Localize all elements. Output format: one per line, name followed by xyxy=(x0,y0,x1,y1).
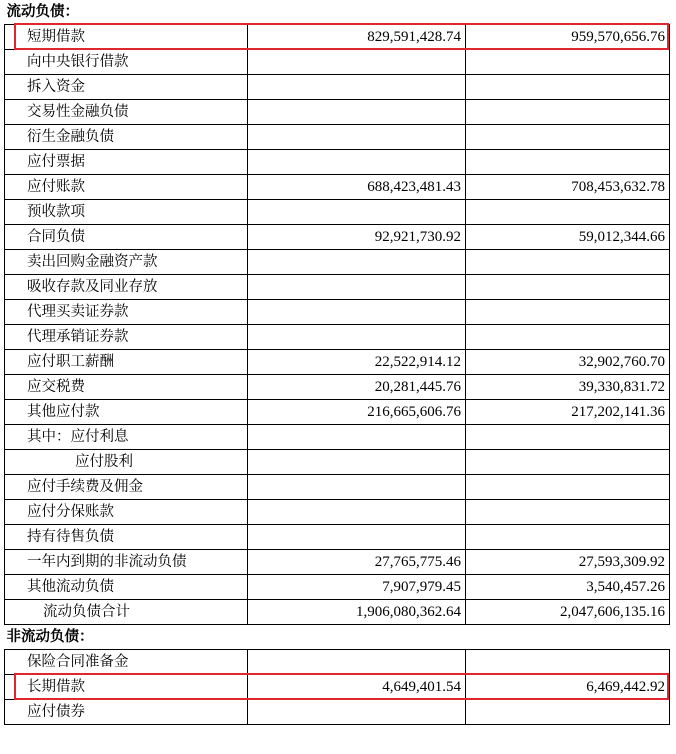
period-begin-value xyxy=(466,650,670,675)
period-end-value: 7,907,979.45 xyxy=(248,575,466,600)
period-end-value: 4,649,401.54 xyxy=(248,675,466,700)
period-begin-value: 708,453,632.78 xyxy=(466,175,670,200)
table-row xyxy=(5,400,670,425)
period-end-value: 829,591,428.74 xyxy=(248,25,466,50)
period-begin-value: 3,540,457.26 xyxy=(466,575,670,600)
section-title-noncurrent: 非流动负债： xyxy=(5,625,670,650)
period-begin-value xyxy=(466,150,670,175)
table-row xyxy=(5,25,670,50)
period-end-value xyxy=(248,300,466,325)
period-end-value xyxy=(248,200,466,225)
period-begin-value xyxy=(466,50,670,75)
row-label: 保险合同准备金 xyxy=(5,650,248,675)
period-end-value: 688,423,481.43 xyxy=(248,175,466,200)
period-end-value xyxy=(248,650,466,675)
period-begin-value: 2,047,606,135.16 xyxy=(466,600,670,625)
period-end-value: 27,765,775.46 xyxy=(248,550,466,575)
period-end-value: 1,906,080,362.64 xyxy=(248,600,466,625)
table-row xyxy=(5,600,670,625)
period-begin-value xyxy=(466,275,670,300)
table-row xyxy=(5,275,670,300)
row-label: 应付分保账款 xyxy=(5,500,248,525)
period-begin-value xyxy=(466,300,670,325)
row-label: 其他应付款 xyxy=(5,400,248,425)
row-label: 流动负债合计 xyxy=(5,600,248,625)
period-begin-value xyxy=(466,125,670,150)
row-label: 应付票据 xyxy=(5,150,248,175)
table-row xyxy=(5,100,670,125)
row-label: 拆入资金 xyxy=(5,75,248,100)
row-label: 持有待售负债 xyxy=(5,525,248,550)
period-end-value xyxy=(248,250,466,275)
table-row xyxy=(5,225,670,250)
row-label: 一年内到期的非流动负债 xyxy=(5,550,248,575)
balance-sheet-table-container xyxy=(4,0,669,725)
row-label: 应交税费 xyxy=(5,375,248,400)
table-row xyxy=(5,350,670,375)
period-end-value xyxy=(248,700,466,725)
table-row xyxy=(5,300,670,325)
row-label: 应付账款 xyxy=(5,175,248,200)
period-end-value xyxy=(248,50,466,75)
period-begin-value xyxy=(466,500,670,525)
row-label: 应付股利 xyxy=(5,450,248,475)
table-row xyxy=(5,525,670,550)
period-end-value xyxy=(248,100,466,125)
period-end-value xyxy=(248,425,466,450)
table-row xyxy=(5,475,670,500)
table-row xyxy=(5,250,670,275)
period-end-value xyxy=(248,500,466,525)
period-end-value xyxy=(248,75,466,100)
table-row xyxy=(5,200,670,225)
period-begin-value: 217,202,141.36 xyxy=(466,400,670,425)
period-begin-value xyxy=(466,100,670,125)
period-begin-value xyxy=(466,525,670,550)
period-end-value xyxy=(248,150,466,175)
period-end-value xyxy=(248,275,466,300)
table-row xyxy=(5,50,670,75)
table-row xyxy=(5,425,670,450)
row-label: 代理买卖证券款 xyxy=(5,300,248,325)
table-row xyxy=(5,75,670,100)
table-row xyxy=(5,575,670,600)
table-row xyxy=(5,500,670,525)
period-end-value: 92,921,730.92 xyxy=(248,225,466,250)
table-row xyxy=(5,325,670,350)
section-row-noncurrent xyxy=(5,625,670,650)
table-row xyxy=(5,700,670,725)
row-label: 吸收存款及同业存放 xyxy=(5,275,248,300)
table-row xyxy=(5,175,670,200)
period-begin-value xyxy=(466,75,670,100)
period-begin-value xyxy=(466,475,670,500)
table-row xyxy=(5,675,670,700)
liabilities-table xyxy=(4,0,670,725)
table-row xyxy=(5,150,670,175)
period-end-value xyxy=(248,325,466,350)
period-begin-value xyxy=(466,700,670,725)
row-label: 短期借款 xyxy=(5,25,248,50)
row-label: 预收款项 xyxy=(5,200,248,225)
period-begin-value: 27,593,309.92 xyxy=(466,550,670,575)
table-row xyxy=(5,375,670,400)
period-end-value: 22,522,914.12 xyxy=(248,350,466,375)
period-begin-value: 59,012,344.66 xyxy=(466,225,670,250)
period-begin-value: 6,469,442.92 xyxy=(466,675,670,700)
period-end-value: 20,281,445.76 xyxy=(248,375,466,400)
period-end-value xyxy=(248,450,466,475)
section-row-current xyxy=(5,0,670,25)
period-end-value: 216,665,606.76 xyxy=(248,400,466,425)
period-begin-value xyxy=(466,450,670,475)
row-label: 应付债券 xyxy=(5,700,248,725)
row-label: 交易性金融负债 xyxy=(5,100,248,125)
row-label: 长期借款 xyxy=(5,675,248,700)
row-label: 合同负债 xyxy=(5,225,248,250)
table-row xyxy=(5,550,670,575)
period-begin-value xyxy=(466,425,670,450)
row-label: 卖出回购金融资产款 xyxy=(5,250,248,275)
period-begin-value xyxy=(466,250,670,275)
period-end-value xyxy=(248,125,466,150)
period-end-value xyxy=(248,525,466,550)
period-begin-value: 32,902,760.70 xyxy=(466,350,670,375)
period-begin-value: 959,570,656.76 xyxy=(466,25,670,50)
row-label: 衍生金融负债 xyxy=(5,125,248,150)
row-label: 应付职工薪酬 xyxy=(5,350,248,375)
row-label: 代理承销证券款 xyxy=(5,325,248,350)
row-label: 应付手续费及佣金 xyxy=(5,475,248,500)
period-begin-value: 39,330,831.72 xyxy=(466,375,670,400)
period-begin-value xyxy=(466,200,670,225)
period-end-value xyxy=(248,475,466,500)
row-label: 其中：应付利息 xyxy=(5,425,248,450)
table-row xyxy=(5,650,670,675)
row-label: 其他流动负债 xyxy=(5,575,248,600)
section-title-current: 流动负债： xyxy=(5,0,670,25)
row-label: 向中央银行借款 xyxy=(5,50,248,75)
table-row xyxy=(5,450,670,475)
table-row xyxy=(5,125,670,150)
period-begin-value xyxy=(466,325,670,350)
